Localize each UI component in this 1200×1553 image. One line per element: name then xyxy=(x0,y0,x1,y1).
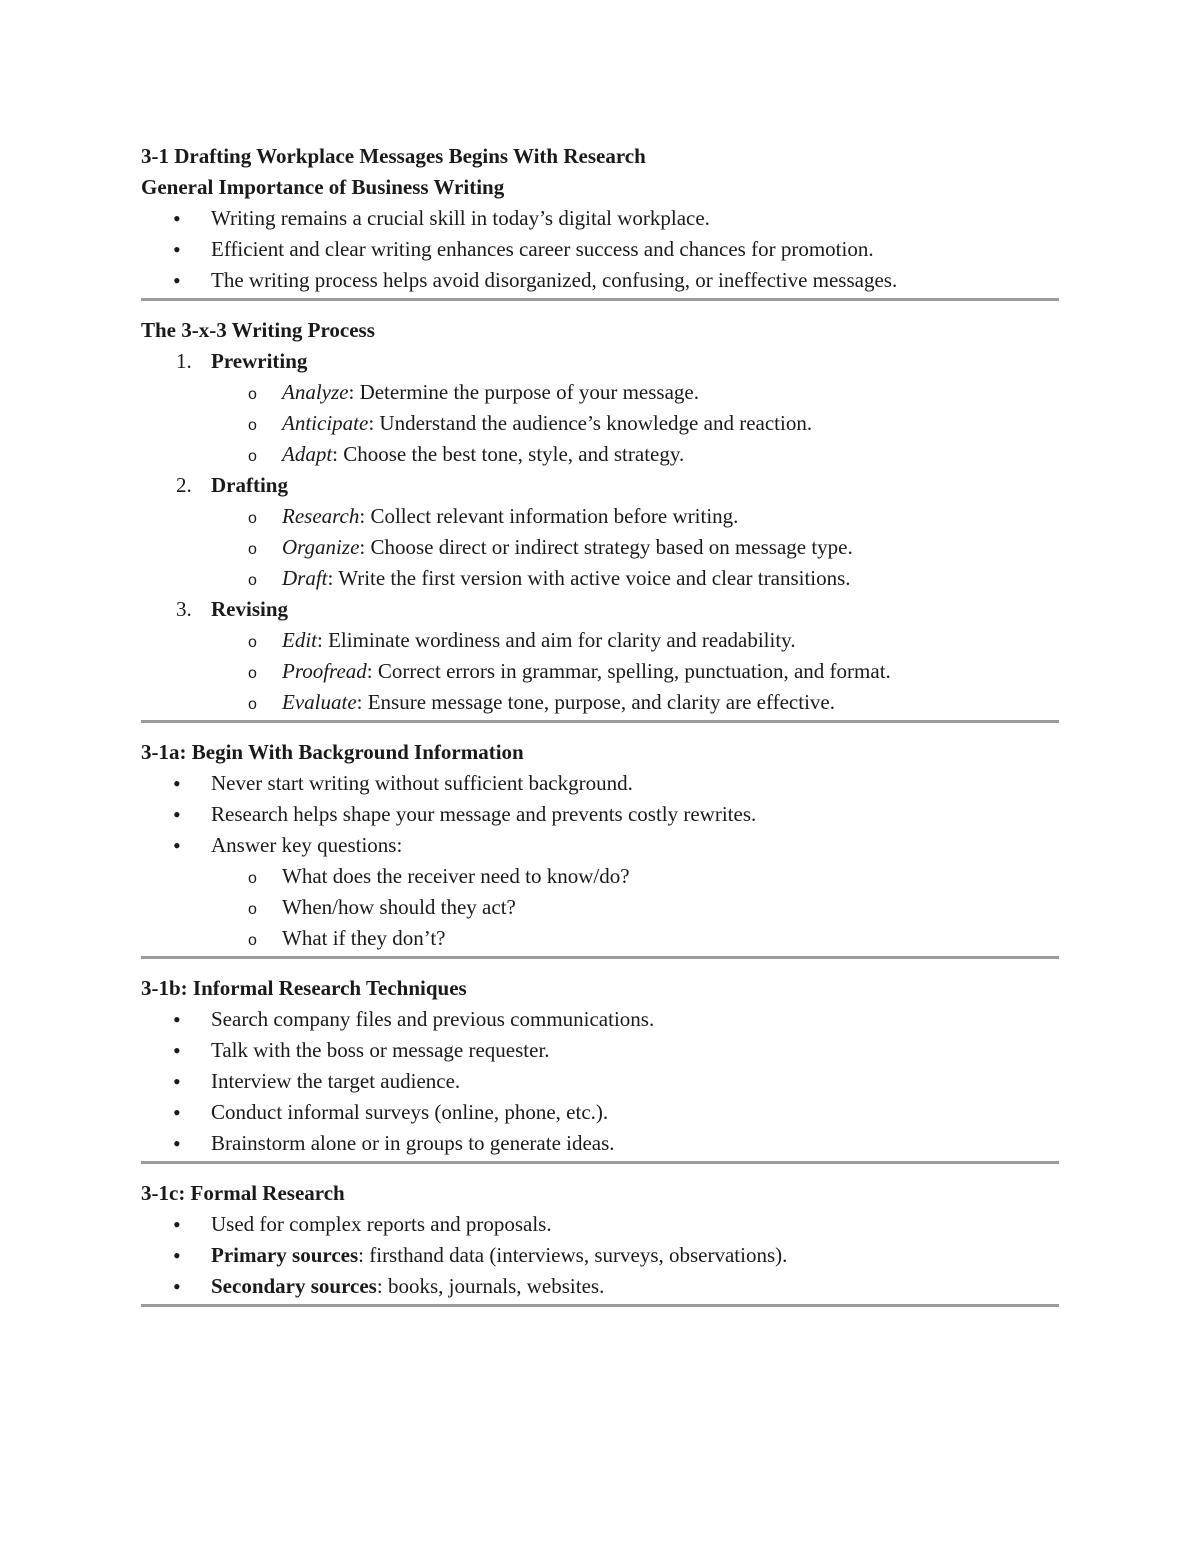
numbered-item-drafting xyxy=(141,470,1059,594)
sub-list-item xyxy=(141,563,1059,594)
term: Secondary sources xyxy=(211,1274,377,1298)
list-item: • Efficient and clear writing enhances career success and chances for promotion. xyxy=(141,234,1059,265)
sub-list-item xyxy=(141,687,1059,718)
bullet-list xyxy=(141,1004,1059,1159)
definition: : Correct errors in grammar, spelling, punctuation, and format. xyxy=(366,659,891,683)
step-title: Drafting xyxy=(211,473,288,497)
sub-list-item xyxy=(141,377,1059,408)
definition: : Eliminate wordiness and aim for clarity and readability. xyxy=(317,628,796,652)
section-background-information xyxy=(141,737,1059,959)
sub-list xyxy=(141,861,1059,954)
sub-list-item: o What does the receiver need to know/do? xyxy=(141,861,1059,892)
section-heading: 3-1b: Informal Research Techniques xyxy=(141,976,467,1000)
bullet-list xyxy=(141,768,1059,861)
sub-list xyxy=(211,377,1059,470)
sub-list xyxy=(211,501,1059,594)
step-title: Revising xyxy=(211,597,289,621)
list-item: • Research helps shape your message and prevents costly rewrites. xyxy=(141,799,1059,830)
item-number: 2. xyxy=(176,473,192,497)
term: Evaluate xyxy=(282,690,357,714)
definition: : Collect relevant information before writing. xyxy=(359,504,739,528)
sub-list-item: o What if they don’t? xyxy=(141,923,1059,954)
numbered-item-prewriting xyxy=(141,346,1059,470)
numbered-item-revising xyxy=(141,594,1059,718)
section-formal-research xyxy=(141,1178,1059,1307)
list-item: • Answer key questions: xyxy=(141,830,1059,861)
term: Analyze xyxy=(282,380,349,404)
document-title: 3-1 Drafting Workplace Messages Begins With Research xyxy=(141,144,646,168)
list-item xyxy=(141,1240,1059,1271)
section-informal-research xyxy=(141,973,1059,1164)
definition: : Ensure message tone, purpose, and clarity are effective. xyxy=(356,690,835,714)
term: Proofread xyxy=(282,659,367,683)
sub-list xyxy=(211,625,1059,718)
section-heading: 3-1c: Formal Research xyxy=(141,1181,345,1205)
list-item: • Never start writing without sufficient background. xyxy=(141,768,1059,799)
term: Primary sources xyxy=(211,1243,359,1267)
definition: : firsthand data (interviews, surveys, observations). xyxy=(358,1243,788,1267)
definition: : books, journals, websites. xyxy=(376,1274,605,1298)
bullet-list xyxy=(141,1209,1059,1302)
list-item xyxy=(141,1271,1059,1302)
item-number: 3. xyxy=(176,597,192,621)
document-content xyxy=(141,141,1059,1307)
list-item: • The writing process helps avoid disorganized, confusing, or ineffective messages. xyxy=(141,265,1059,296)
section-heading: 3-1a: Begin With Background Information xyxy=(141,740,524,764)
section-heading: General Importance of Business Writing xyxy=(141,175,505,199)
definition: : Write the first version with active voice and clear transitions. xyxy=(327,566,851,590)
term: Research xyxy=(282,504,360,528)
list-item: • Used for complex reports and proposals. xyxy=(141,1209,1059,1240)
section-general-importance xyxy=(141,141,1059,301)
item-number: 1. xyxy=(176,349,192,373)
sub-list-item: o When/how should they act? xyxy=(141,892,1059,923)
section-divider xyxy=(141,1304,1059,1307)
term: Organize xyxy=(282,535,360,559)
definition: : Understand the audience’s knowledge and reaction. xyxy=(368,411,813,435)
sub-list-item xyxy=(141,625,1059,656)
list-item: • Talk with the boss or message requester. xyxy=(141,1035,1059,1066)
sub-list-item xyxy=(141,408,1059,439)
sub-list-item xyxy=(141,501,1059,532)
step-title: Prewriting xyxy=(211,349,308,373)
section-heading: The 3-x-3 Writing Process xyxy=(141,318,375,342)
term: Edit xyxy=(282,628,317,652)
term: Draft xyxy=(282,566,328,590)
definition: : Choose direct or indirect strategy based on message type. xyxy=(359,535,853,559)
section-writing-process xyxy=(141,315,1059,723)
sub-list-item xyxy=(141,656,1059,687)
term: Anticipate xyxy=(282,411,369,435)
term: Adapt xyxy=(282,442,333,466)
definition: : Determine the purpose of your message. xyxy=(348,380,699,404)
numbered-list xyxy=(141,346,1059,718)
sub-list-item xyxy=(141,532,1059,563)
bullet-list xyxy=(141,203,1059,296)
sub-list-item xyxy=(141,439,1059,470)
list-item: • Search company files and previous communications. xyxy=(141,1004,1059,1035)
list-item: • Conduct informal surveys (online, phone, etc.). xyxy=(141,1097,1059,1128)
list-item: • Brainstorm alone or in groups to generate ideas. xyxy=(141,1128,1059,1159)
definition: : Choose the best tone, style, and strategy. xyxy=(332,442,685,466)
list-item: • Interview the target audience. xyxy=(141,1066,1059,1097)
list-item: • Writing remains a crucial skill in today’s digital workplace. xyxy=(141,203,1059,234)
